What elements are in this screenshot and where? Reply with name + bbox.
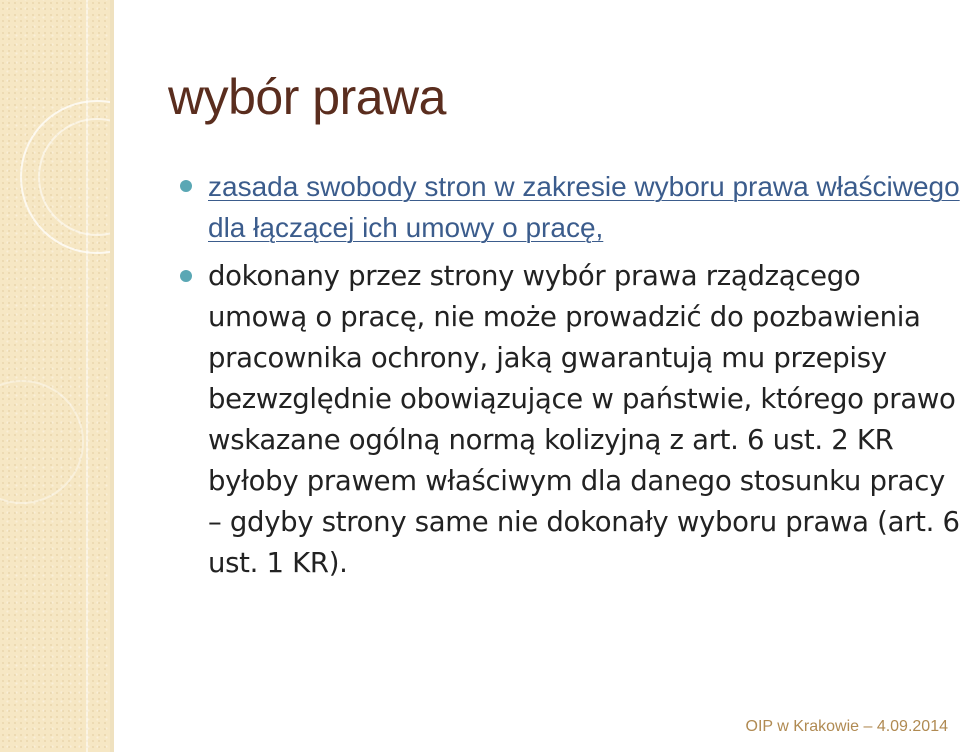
bullet-icon — [180, 270, 192, 282]
slide-footer: OIP w Krakowie – 4.09.2014 — [745, 718, 948, 735]
decorative-rule — [86, 0, 88, 752]
list-item — [180, 166, 960, 248]
list-item-text-link[interactable]: zasada swobody stron w zakresie wyboru prawa właściwego dla łączącej ich umowy o pracę, — [208, 171, 960, 243]
bullet-icon — [180, 180, 192, 192]
slide-title: wybór prawa — [168, 69, 446, 125]
list-item — [180, 256, 960, 584]
decorative-rule — [110, 0, 114, 752]
decorative-ring — [0, 380, 84, 504]
decorative-rings — [0, 0, 114, 752]
list-item-text: dokonany przez strony wybór prawa rządzącego umową o pracę, nie może prowadzić do pozbawienia pracownika ochrony, jaką gwarantują mu przepisy bezwzględnie obowiązujące w państwie, którego prawo wskazane ogólną normą kolizyjną z art. 6 ust. 2 KR byłoby prawem właściwym dla danego stosunku pracy – gdyby strony same nie dokonały wyboru prawa (art. 6 ust. 1 KR). — [208, 260, 960, 579]
bullet-list — [180, 166, 960, 584]
